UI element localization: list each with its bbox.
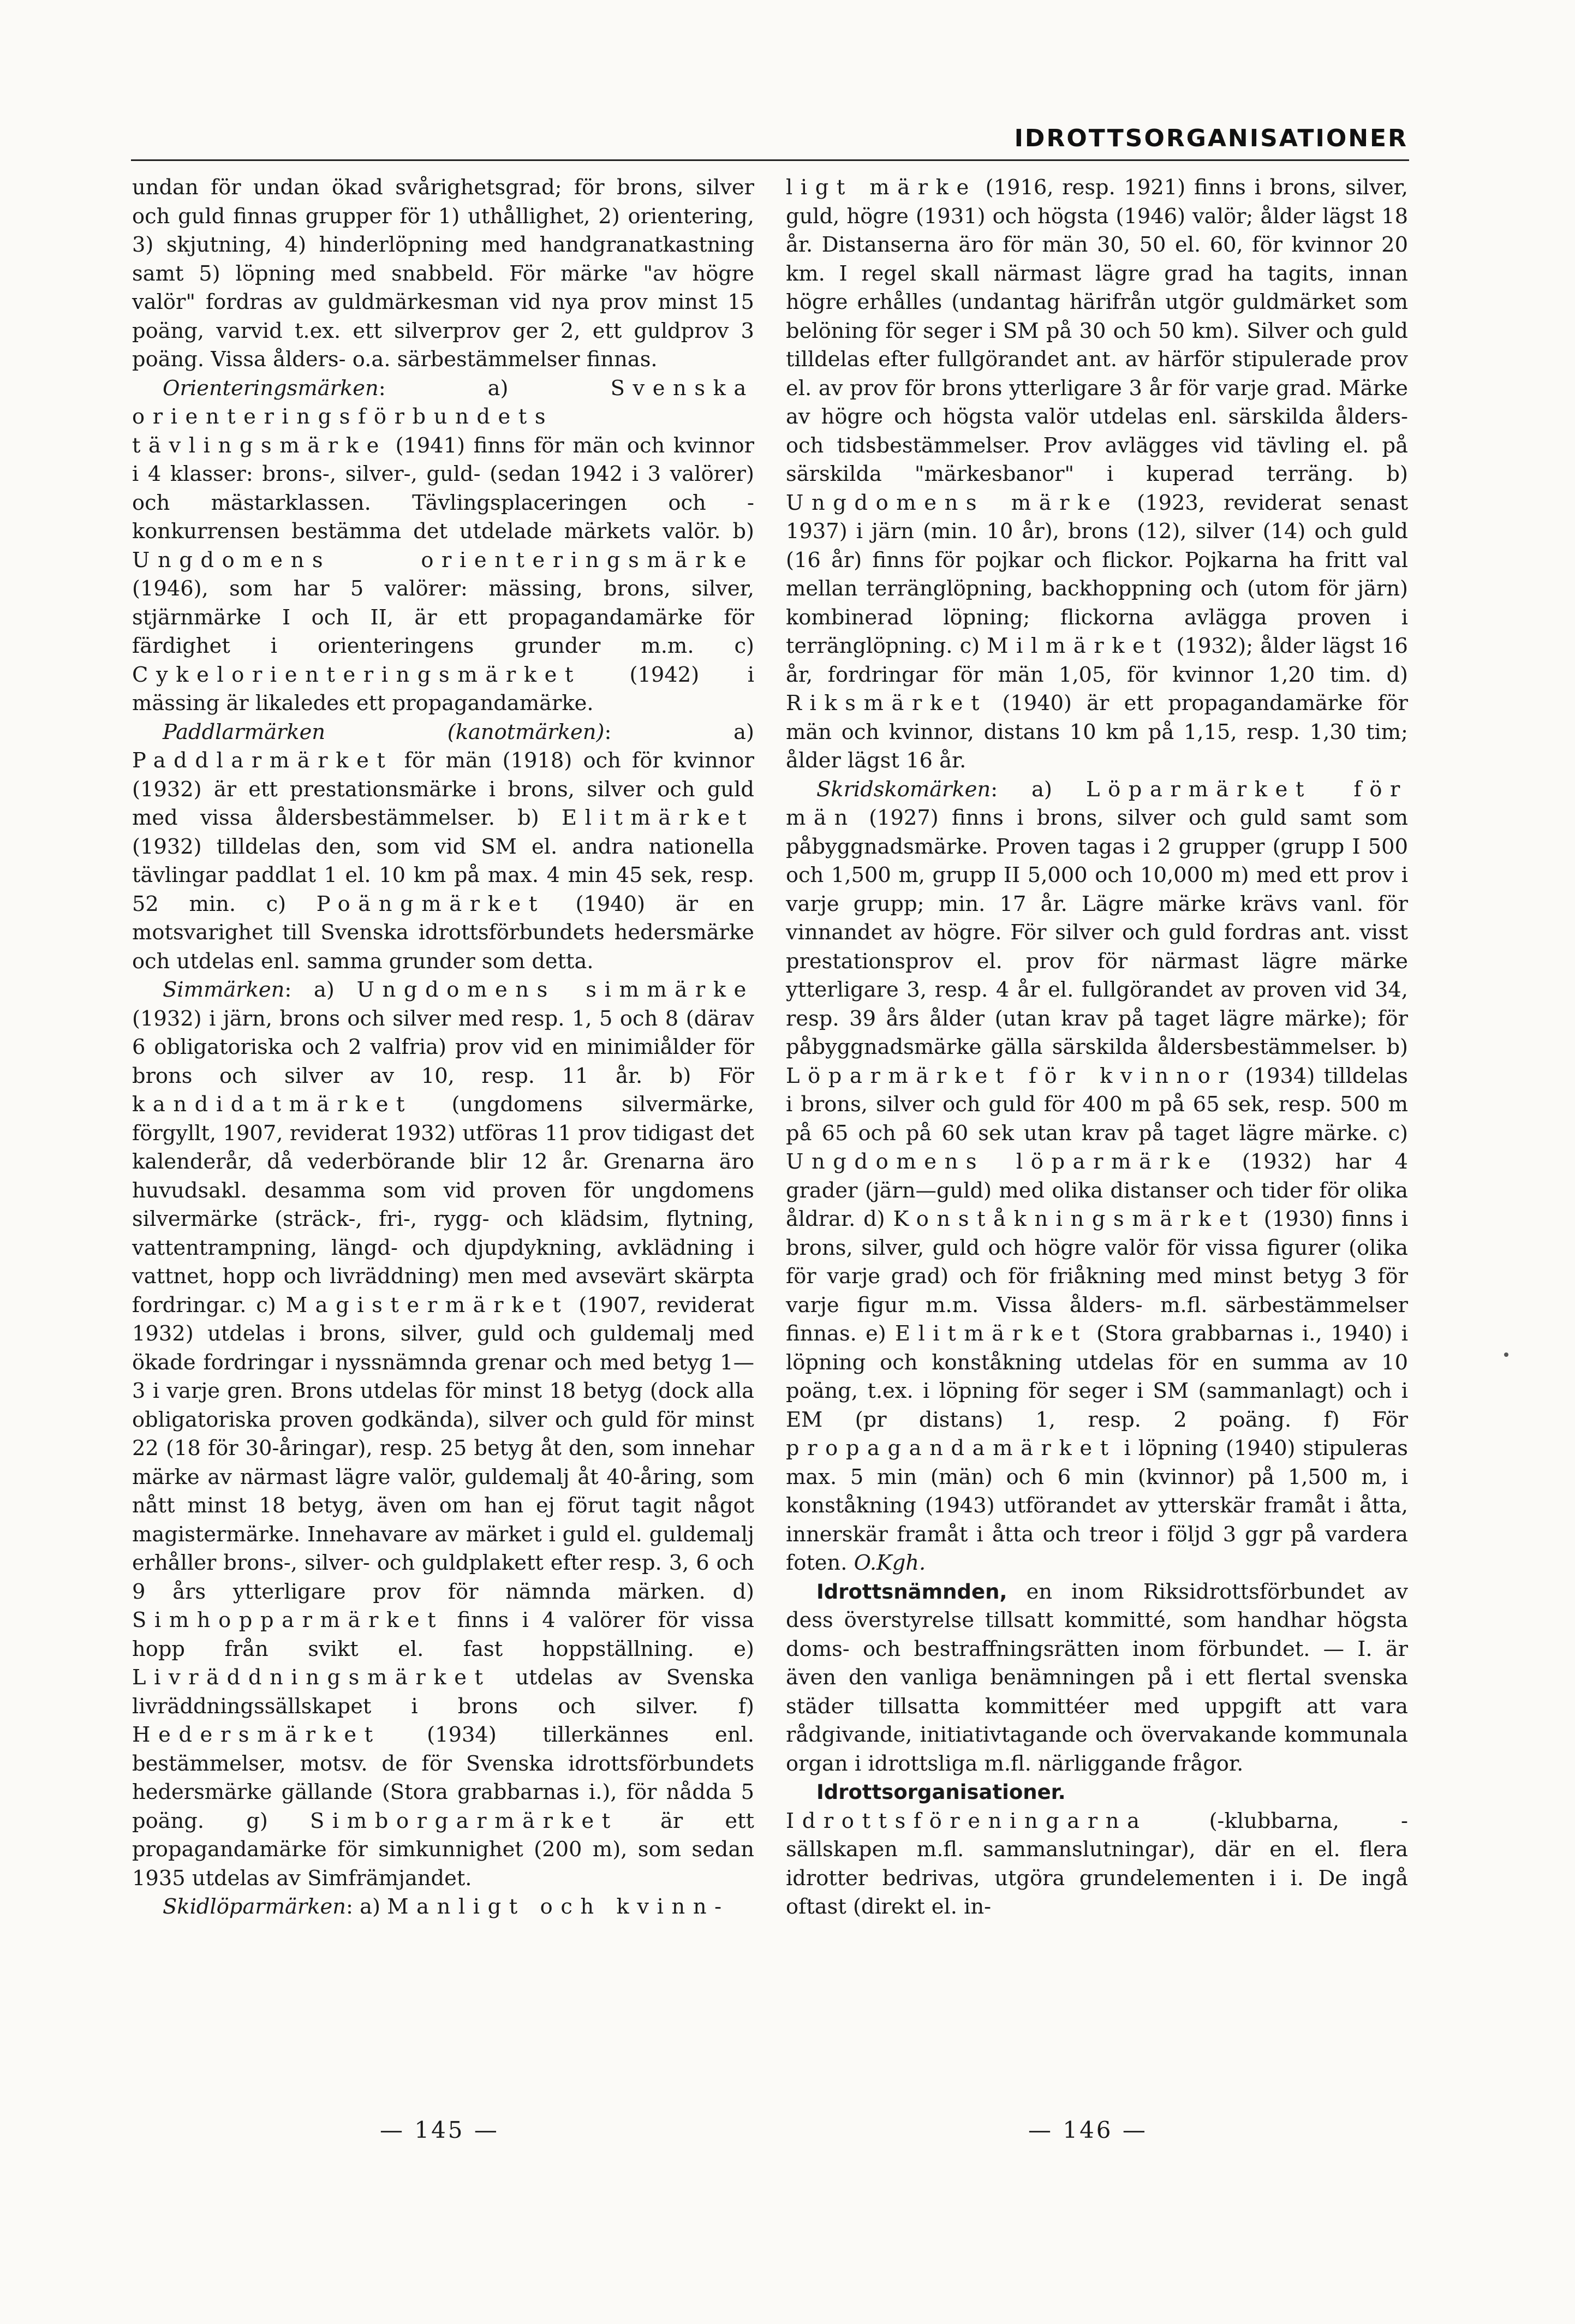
term-heading: Paddlarmärken (kanotmärken) [163, 719, 605, 744]
text-run: utdelas av Svenska livräddningssällskapet i brons och silver. f) [132, 1665, 754, 1719]
spaced-term: Manligt och kvinn- [387, 1894, 730, 1919]
text-run: (1940) är ett propagandamärke för män och kvinnor, distans 10 km på 1,15, resp. 1,30 tim; ålder lägst 16 år. [786, 691, 1408, 773]
term-heading: Orienteringsmärken [163, 376, 379, 401]
paragraph-orienteringsmarken [132, 374, 754, 718]
paragraph-skidloparmarken [132, 1893, 754, 1922]
left-column [132, 174, 754, 1922]
spaced-term: Magistermärket [285, 1292, 569, 1318]
text-run: för män (1918) och för kvinnor (1932) är ett prestationsmärke i brons, silver och guld med vissa åldersbestämmelser. b) [132, 748, 754, 830]
spaced-term: kandidatmärket [132, 1092, 413, 1117]
paragraph-intro: undan för undan ökad svårighetsgrad; för brons, silver och guld finnas grupper för 1) uthållighet, 2) orientering, 3) skjutning, 4) hinderlöpning med handgranatkastning samt 5) löpning med snabbeld. För märke "av högre valör" fordras av guldmärkesman vid nya prov minst 15 poäng, varvid t.ex. ett silverprov ger 2, ett guldprov 3 poäng. Vissa ålders- o.a. särbestämmelser finnas. [132, 175, 754, 372]
spaced-term: Löparmärket för kvinnor [786, 1063, 1237, 1088]
spaced-term: Cykelorienteringsmärket [132, 662, 581, 687]
spaced-term: Idrottsföreningarna [786, 1808, 1148, 1833]
text-run: (ungdomens silvermärke, förgyllt, 1907, reviderat 1932) utföras 11 prov tidigast det kalenderår, då vederbörande blir 12 år. Grenarna äro huvudsakl. desamma som vid proven för ungdomens silvermärke (sträck-, fri-, rygg- och klädsim, flytning, vattentrampning, längd- och djupdykning, avklädning i vattnet, hopp och livräddning) men med avsevärt skärpta fordringar. c) [132, 1092, 754, 1318]
paragraph-skidloparmarken-cont [786, 174, 1408, 776]
text-run: (1934) tillerkännes enl. bestämmelser, motsv. de för Svenska idrottsförbundets hedersmärke gällande (Stora grabbarnas i.), för nådda 5 poäng. g) [132, 1723, 754, 1833]
text-run: : a) [604, 719, 754, 744]
header-rule [131, 159, 1409, 161]
author-signature: O.Kgh. [854, 1551, 926, 1575]
text-run: (1932) i järn, brons och silver med resp. 1, 5 och 8 (därav 6 obligatoriska och 2 valfria) prov vid en minimiålder för brons och silver av 10, resp. 11 år. b) För [132, 1006, 754, 1088]
text-run: : a) [284, 978, 357, 1002]
text-run: (1927) finns i brons, silver och guld samt som påbyggnadsmärke. Proven tagas i 2 grupper (grupp I 500 och 1,500 m, grupp II 5,000 och 10,000 m) med ett prov i varje grupp; min. 17 år. Lägre märke krävs vanl. för vinnandet av högre. För silver och guld fordras ant. visst prestationsprov el. prov för närmast lägre märke ytterligare 3, resp. 4 år el. fullgörandet av proven vid 34, resp. 39 års ålder (utan krav på taget lägre märke); för påbyggnadsmärke gälla särskilda åldersbestämmelser. b) [786, 806, 1408, 1059]
spaced-term: Simhopparmärket [132, 1608, 444, 1632]
text-run: (1916, resp. 1921) finns i brons, silver, guld, högre (1931) och högsta (1946) valör; ålder lägst 18 år. Distanserna äro för män 30, 50 el. 60, för kvinnor 20 km. I regel skall närmast lägre grad ha tagits, innan högre erhålles (undantag härifrån utgör guldmärket som belöning för seger i SM på 30 och 50 km). Silver och guld tilldelas efter fullgörandet ant. av härför stipulerade prov el. av prov för brons ytterligare 3 år för varje grad. Märke av högre och högsta valör utdelas enl. särskilda ålders- och tidsbestämmelser. Prov avlägges vid tävling el. på särskilda "märkesbanor" i kuperad terräng. b) [786, 175, 1409, 486]
term-heading: Skidlöparmärken [163, 1894, 346, 1919]
text-run: (1942) i mässing är likaledes ett propagandamärke. [132, 662, 754, 716]
spaced-term: Svenska orienteringsförbundets tävlingsmärke [132, 376, 754, 458]
paragraph-skridskomarken [786, 776, 1408, 1578]
text-run: (1932); ålder lägst 16 år, fordringar för män 1,05, för kvinnor 1,20 tim. d) [786, 634, 1408, 687]
spaced-term: Konståkningsmärket [893, 1207, 1256, 1231]
entry-headword: Idrottsorganisationer. [816, 1780, 1066, 1804]
spaced-term: Elitmärket [894, 1321, 1088, 1346]
page-number-left: — 145 — [380, 2117, 499, 2143]
spaced-term: Riksmärket [786, 691, 988, 716]
text-run: (1932) har 4 grader (järn—guld) med olika distanser och tider för olika åldrar. d) [786, 1149, 1408, 1231]
text-run: : a) [991, 777, 1086, 802]
term-heading: Skridskomärken [816, 777, 991, 802]
text-run: (1941) finns för män och kvinnor i 4 klasser: brons-, silver-, guld- (sedan 1942 i 3 valörer) och mästarklassen. Tävlingsplaceringen och -konkurrensen bestämma det utdelade märkets valör. b) [132, 433, 754, 544]
text-run: (1946), som har 5 valörer: mässing, brons, silver, stjärnmärke I och II, är ett propagandamärke för färdighet i orienteringens grunder m.m. c) [132, 576, 754, 658]
entry-idrottsnamnden [786, 1578, 1408, 1779]
right-column [786, 174, 1408, 1922]
text-run: finns i 4 valörer för vissa hopp från svikt el. fast hoppställning. e) [132, 1608, 754, 1661]
text-run: (1932) tilldelas den, som vid SM el. andra nationella tävlingar paddlat 1 el. 10 km på max. 4 min 45 sek, resp. 52 min. c) [132, 834, 754, 916]
text-run: (1934) tilldelas i brons, silver och guld för 400 m på 65 sek, resp. 500 m på 65 och på 60 sek utan krav på taget lägre märke. c) [786, 1063, 1408, 1146]
entry-headword: Idrottsnämnden, [816, 1580, 1007, 1604]
text-run: (1930) finns i brons, silver, guld och högre valör för vissa figurer (olika för varje grad) och för friåkning med minst betyg 3 för varje figur m.m. Vissa ålders- m.fl. särbestämmelser finnas. e) [786, 1207, 1408, 1346]
spaced-term: Löparmärket för män [786, 777, 1408, 830]
spaced-term: Livräddningsmärket [132, 1665, 491, 1690]
spaced-term: propagandamärket [786, 1436, 1117, 1461]
paragraph-simmarken [132, 976, 754, 1893]
spaced-term: Elitmärket [562, 806, 754, 830]
spaced-term: Ungdomens orienteringsmärke [132, 547, 754, 573]
spaced-term: Simborgarmärket [310, 1808, 618, 1833]
text-run: i löpning (1940) stipuleras max. 5 min (män) och 6 min (kvinnor) på 1,500 m, i konståkning (1943) utförandet av ytterskär framåt i åtta, innerskär framåt i åtta och treor i följd 3 ggr på vardera foten. [786, 1436, 1408, 1575]
text-run: (1940) är en motsvarighet till Svenska idrottsförbundets hedersmärke och utdelas enl. samma grunder som detta. [132, 891, 754, 974]
text-run: (1923, reviderat senast 1937) i järn (min. 10 år), brons (12), silver (14) och guld (16 år) finns för pojkar och flickor. Pojkarna ha fritt val mellan terränglöpning, backhoppning och (utom för järn) kombinerad löpning; flickorna avlägga proven i terränglöpning. c) [786, 490, 1409, 658]
page-number-right: — 146 — [1028, 2117, 1148, 2143]
spaced-term: ligt märke [786, 175, 977, 200]
spaced-term: Poängmärket [316, 891, 545, 916]
term-heading: Simmärken [163, 978, 285, 1002]
spaced-term: Ungdomens löparmärke [786, 1149, 1219, 1174]
text-run: (-klubbarna, -sällskapen m.fl. sammanslutningar), där en el. flera idrotter bedrivas, utgöra grundelementen i i. De ingå oftast (direkt el. in- [786, 1808, 1408, 1919]
spaced-term: Ungdomens märke [786, 490, 1119, 515]
running-header: IDROTTSORGANISATIONER [1014, 124, 1408, 152]
text-run: : a) [345, 1894, 387, 1919]
text-run: en inom Riksidrottsförbundet av dess överstyrelse tillsatt kommitté, som handhar högsta doms- och bestraffningsrätten inom förbundet. — I. är även den vanliga benämningen på i ett flertal svenska städer tillsatta kommittéer med uppgift att vara rådgivande, initiativtagande och övervakande kommunala organ i idrottsliga m.fl. närliggande frågor. [786, 1579, 1408, 1776]
spaced-term: Ungdomens simmärke [356, 978, 754, 1002]
entry-idrottsorganisationer [786, 1778, 1408, 1922]
text-run: är ett propagandamärke för simkunnighet (200 m), som sedan 1935 utdelas av Simfrämjandet. [132, 1808, 754, 1891]
text-run: : a) [378, 376, 611, 401]
spaced-term: Milmärket [987, 634, 1170, 658]
print-speck [1504, 1352, 1508, 1357]
spaced-term: Paddlarmärket [132, 748, 393, 773]
text-run: (1907, reviderat 1932) utdelas i brons, silver, guld och guldemalj med ökade fordringar i nyssnämnda grenar och med betyg 1—3 i varje gren. Brons utdelas för minst 18 betyg (dock alla obligatoriska proven godkända), silver och guld för minst 22 (18 för 30-åringar), resp. 25 betyg åt den, som innehar märke av närmast lägre valör, guldemalj åt 40-åring, som nått minst 18 betyg, även om han ej förut tagit något magistermärke. Innehavare av märket i guld el. guldemalj erhåller brons-, silver- och guldplakett efter resp. 3, 6 och 9 års ytterligare prov för nämnda märken. d) [132, 1292, 754, 1604]
text-run: (Stora grabbarnas i., 1940) i löpning och konståkning utdelas för en summa av 10 poäng, t.ex. i löpning för seger i SM (sammanlagt) och i EM (pr distans) 1, resp. 2 poäng. f) För [786, 1321, 1408, 1432]
spaced-term: Hedersmärket [132, 1723, 381, 1747]
paragraph-paddlarmarken [132, 718, 754, 976]
